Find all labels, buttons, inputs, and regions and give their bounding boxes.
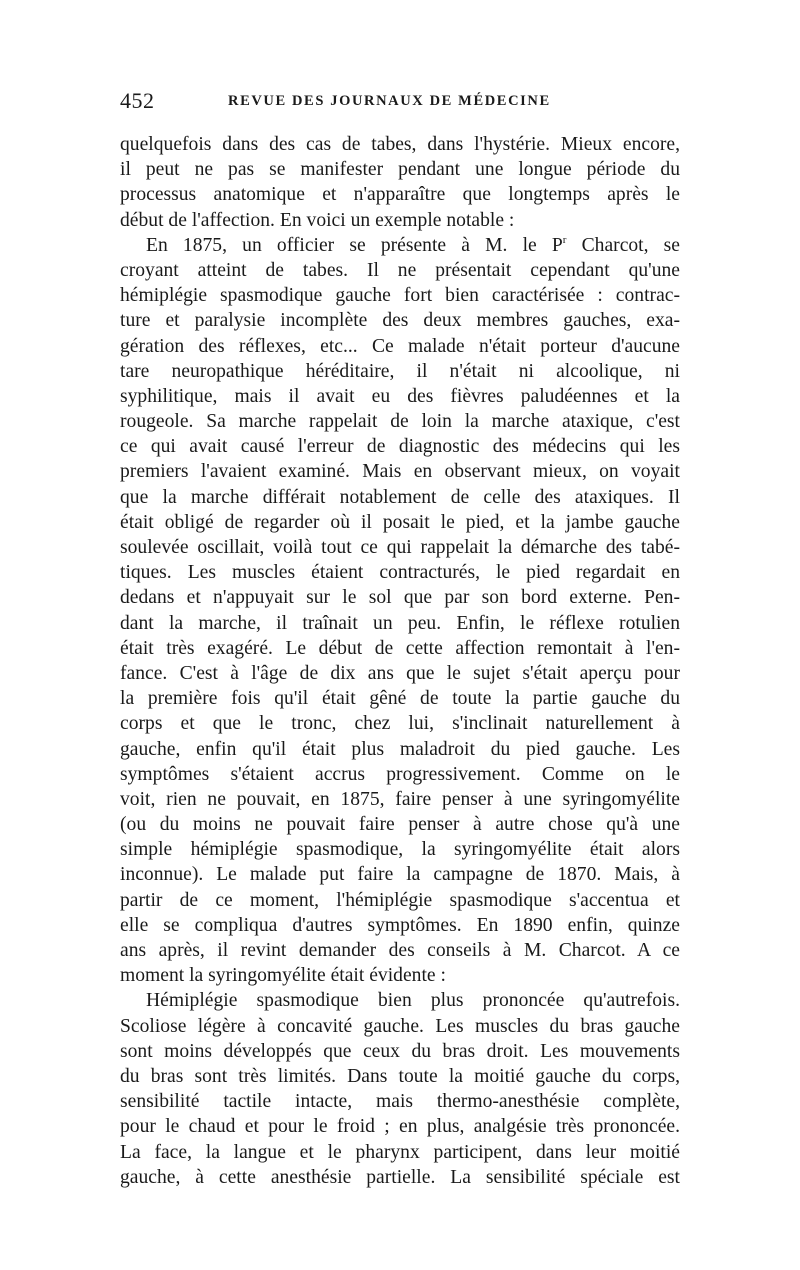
text-line: début de l'affection. En voici un exemple notable : [120, 209, 515, 231]
text-line: partir de ce moment, l'hémiplégie spasmodique s'accentua et [120, 889, 680, 911]
text-line: simple hémiplégie spasmodique, la syringomyélite était alors [120, 839, 680, 861]
page-number: 452 [120, 88, 155, 113]
text-line: symptômes s'étaient accrus progressivement. Comme on le [120, 763, 680, 785]
body-text [120, 132, 680, 1190]
text-line: voit, rien ne pouvait, en 1875, faire penser à une syringomyélite [120, 788, 680, 810]
text-line: gération des réflexes, etc... Ce malade n'était porteur d'aucune [120, 335, 680, 357]
text-line: syphilitique, mais il avait eu des fièvres paludéennes et la [120, 385, 680, 407]
text-line: croyant atteint de tabes. Il ne présentait cependant qu'une [120, 259, 680, 281]
text-line: La face, la langue et le pharynx participent, dans leur moitié [120, 1141, 680, 1163]
text-line: fance. C'est à l'âge de dix ans que le sujet s'était aperçu pour [120, 662, 680, 684]
book-page [120, 88, 680, 1190]
text-line: hémiplégie spasmodique gauche fort bien caractérisée : contrac- [120, 285, 680, 307]
text-line-with-superscript [120, 233, 680, 258]
text-line: était obligé de regarder où il posait le pied, et la jambe gauche [120, 511, 680, 533]
text-line: sont moins développés que ceux du bras droit. Les mouvements [120, 1040, 680, 1062]
text-line: quelquefois dans des cas de tabes, dans l'hystérie. Mieux encore, [120, 134, 680, 155]
text-line: dedans et n'appuyait sur le sol que par son bord externe. Pen- [120, 587, 680, 609]
text-line: tare neuropathique héréditaire, il n'était ni alcoolique, ni [120, 360, 680, 382]
text-line: ans après, il revint demander des conseils à M. Charcot. A ce [120, 940, 680, 961]
text-line: ture et paralysie incomplète des deux membres gauches, exa- [120, 310, 680, 332]
text-line: sensibilité tactile intacte, mais thermo-anesthésie complète, [120, 1091, 680, 1113]
page-header [120, 88, 680, 118]
text-line: (ou du moins ne pouvait faire penser à autre chose qu'à une [120, 814, 680, 836]
text-line: gauche, à cette anesthésie partielle. La sensibilité spéciale est [120, 1166, 680, 1188]
text-line: il peut ne pas se manifester pendant une longue période du [120, 159, 680, 181]
text-line: processus anatomique et n'apparaître que longtemps après le [120, 184, 680, 206]
text-line: du bras sont très limités. Dans toute la moitié gauche du corps, [120, 1065, 680, 1087]
text-line: inconnue). Le malade put faire la campagne de 1870. Mais, à [120, 864, 680, 886]
text-line: dant la marche, il traînait un peu. Enfin, le réflexe rotulien [120, 612, 680, 634]
text-line: Scoliose légère à concavité gauche. Les muscles du bras gauche [120, 1015, 680, 1037]
text-line: était très exagéré. Le début de cette affection remontait à l'en- [120, 637, 680, 659]
text-line: corps et que le tronc, chez lui, s'inclinait naturellement à [120, 713, 680, 735]
text-line: moment la syringomyélite était évidente : [120, 965, 446, 987]
text-line: pour le chaud et pour le froid ; en plus, analgésie très prononcée. [120, 1116, 680, 1138]
superscript: r [562, 233, 567, 246]
text-line: gauche, enfin qu'il était plus maladroit du pied gauche. Les [120, 738, 680, 760]
text-line: tiques. Les muscles étaient contracturés, le pied regardait en [120, 562, 680, 584]
text-line: ce qui avait causé l'erreur de diagnostic des médecins qui les [120, 436, 680, 458]
text-line: la première fois qu'il était gêné de toute la partie gauche du [120, 688, 680, 710]
text-line: premiers l'avaient examiné. Mais en observant mieux, on voyait [120, 461, 680, 483]
text-line: que la marche différait notablement de celle des ataxiques. Il [120, 486, 680, 508]
text-line: Hémiplégie spasmodique bien plus prononcée qu'autrefois. [146, 990, 680, 1012]
running-head: REVUE DES JOURNAUX DE MÉDECINE [228, 93, 551, 109]
text-line: soulevée oscillait, voilà tout ce qui rappelait la démarche des tabé- [120, 537, 680, 558]
line-segment: En 1875, un officier se présente à M. le P [146, 234, 563, 256]
line-segment: Charcot, se [566, 234, 681, 256]
text-line: rougeole. Sa marche rappelait de loin la marche ataxique, c'est [120, 411, 680, 433]
text-line: elle se compliqua d'autres symptômes. En 1890 enfin, quinze [120, 914, 680, 936]
